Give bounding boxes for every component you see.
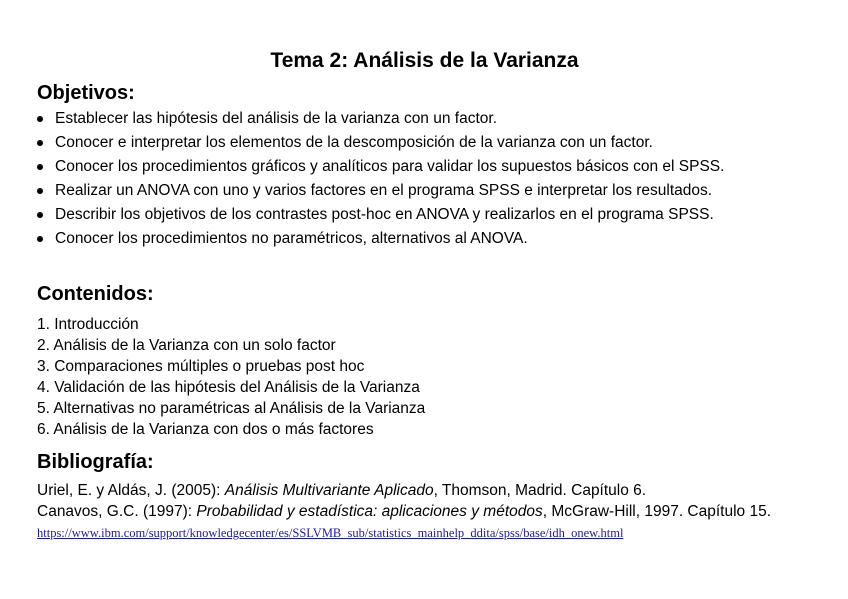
contents-item: 5. Alternativas no paramétricas al Análisis de la Varianza — [37, 400, 426, 417]
contents-item: 2. Análisis de la Varianza con un solo factor — [37, 337, 336, 354]
objectives-heading: Objetivos: — [37, 82, 135, 104]
objective-item: Conocer e interpretar los elementos de la descomposición de la varianza con un factor. — [37, 132, 812, 153]
contents-list — [37, 314, 425, 440]
contents-item: 6. Análisis de la Varianza con dos o más factores — [37, 421, 374, 438]
bullet-icon — [37, 236, 43, 242]
book-title: Probabilidad y estadística: aplicaciones y métodos — [196, 503, 543, 520]
ibm-help-link[interactable]: https://www.ibm.com/support/knowledgecenter/es/SSLVMB_sub/statistics_mainhelp_ddita/spss/base/idh_onew.html — [37, 526, 624, 540]
bullet-icon — [37, 140, 43, 146]
bullet-icon — [37, 116, 43, 122]
contents-heading: Contenidos: — [37, 283, 154, 305]
objective-item: Conocer los procedimientos gráficos y analíticos para validar los supuestos básicos con el SPSS. — [37, 156, 812, 177]
bibliography — [37, 480, 812, 543]
objective-item: Establecer las hipótesis del análisis de la varianza con un factor. — [37, 108, 812, 129]
contents-item: 1. Introducción — [37, 316, 139, 333]
objectives-list — [37, 108, 812, 252]
objective-item: Describir los objetivos de los contrastes post-hoc en ANOVA y realizarlos en el programa SPSS. — [37, 204, 812, 225]
book-title: Análisis Multivariante Aplicado — [224, 482, 434, 499]
bullet-icon — [37, 188, 43, 194]
objective-item: Realizar un ANOVA con uno y varios factores en el programa SPSS e interpretar los resultados. — [37, 180, 812, 201]
bibliography-entry: Canavos, G.C. (1997): Probabilidad y estadística: aplicaciones y métodos, McGraw-Hill, 1997. Capítulo 15. — [37, 503, 772, 520]
objective-item: Conocer los procedimientos no paramétricos, alternativos al ANOVA. — [37, 228, 812, 249]
contents-item: 4. Validación de las hipótesis del Análisis de la Varianza — [37, 379, 420, 396]
bullet-icon — [37, 164, 43, 170]
page-title: Tema 2: Análisis de la Varianza — [270, 49, 579, 72]
bibliography-entry: Uriel, E. y Aldás, J. (2005): Análisis Multivariante Aplicado, Thomson, Madrid. Capítulo 6. — [37, 482, 647, 499]
bibliography-heading: Bibliografía: — [37, 451, 154, 473]
contents-item: 3. Comparaciones múltiples o pruebas post hoc — [37, 358, 365, 375]
bullet-icon — [37, 212, 43, 218]
